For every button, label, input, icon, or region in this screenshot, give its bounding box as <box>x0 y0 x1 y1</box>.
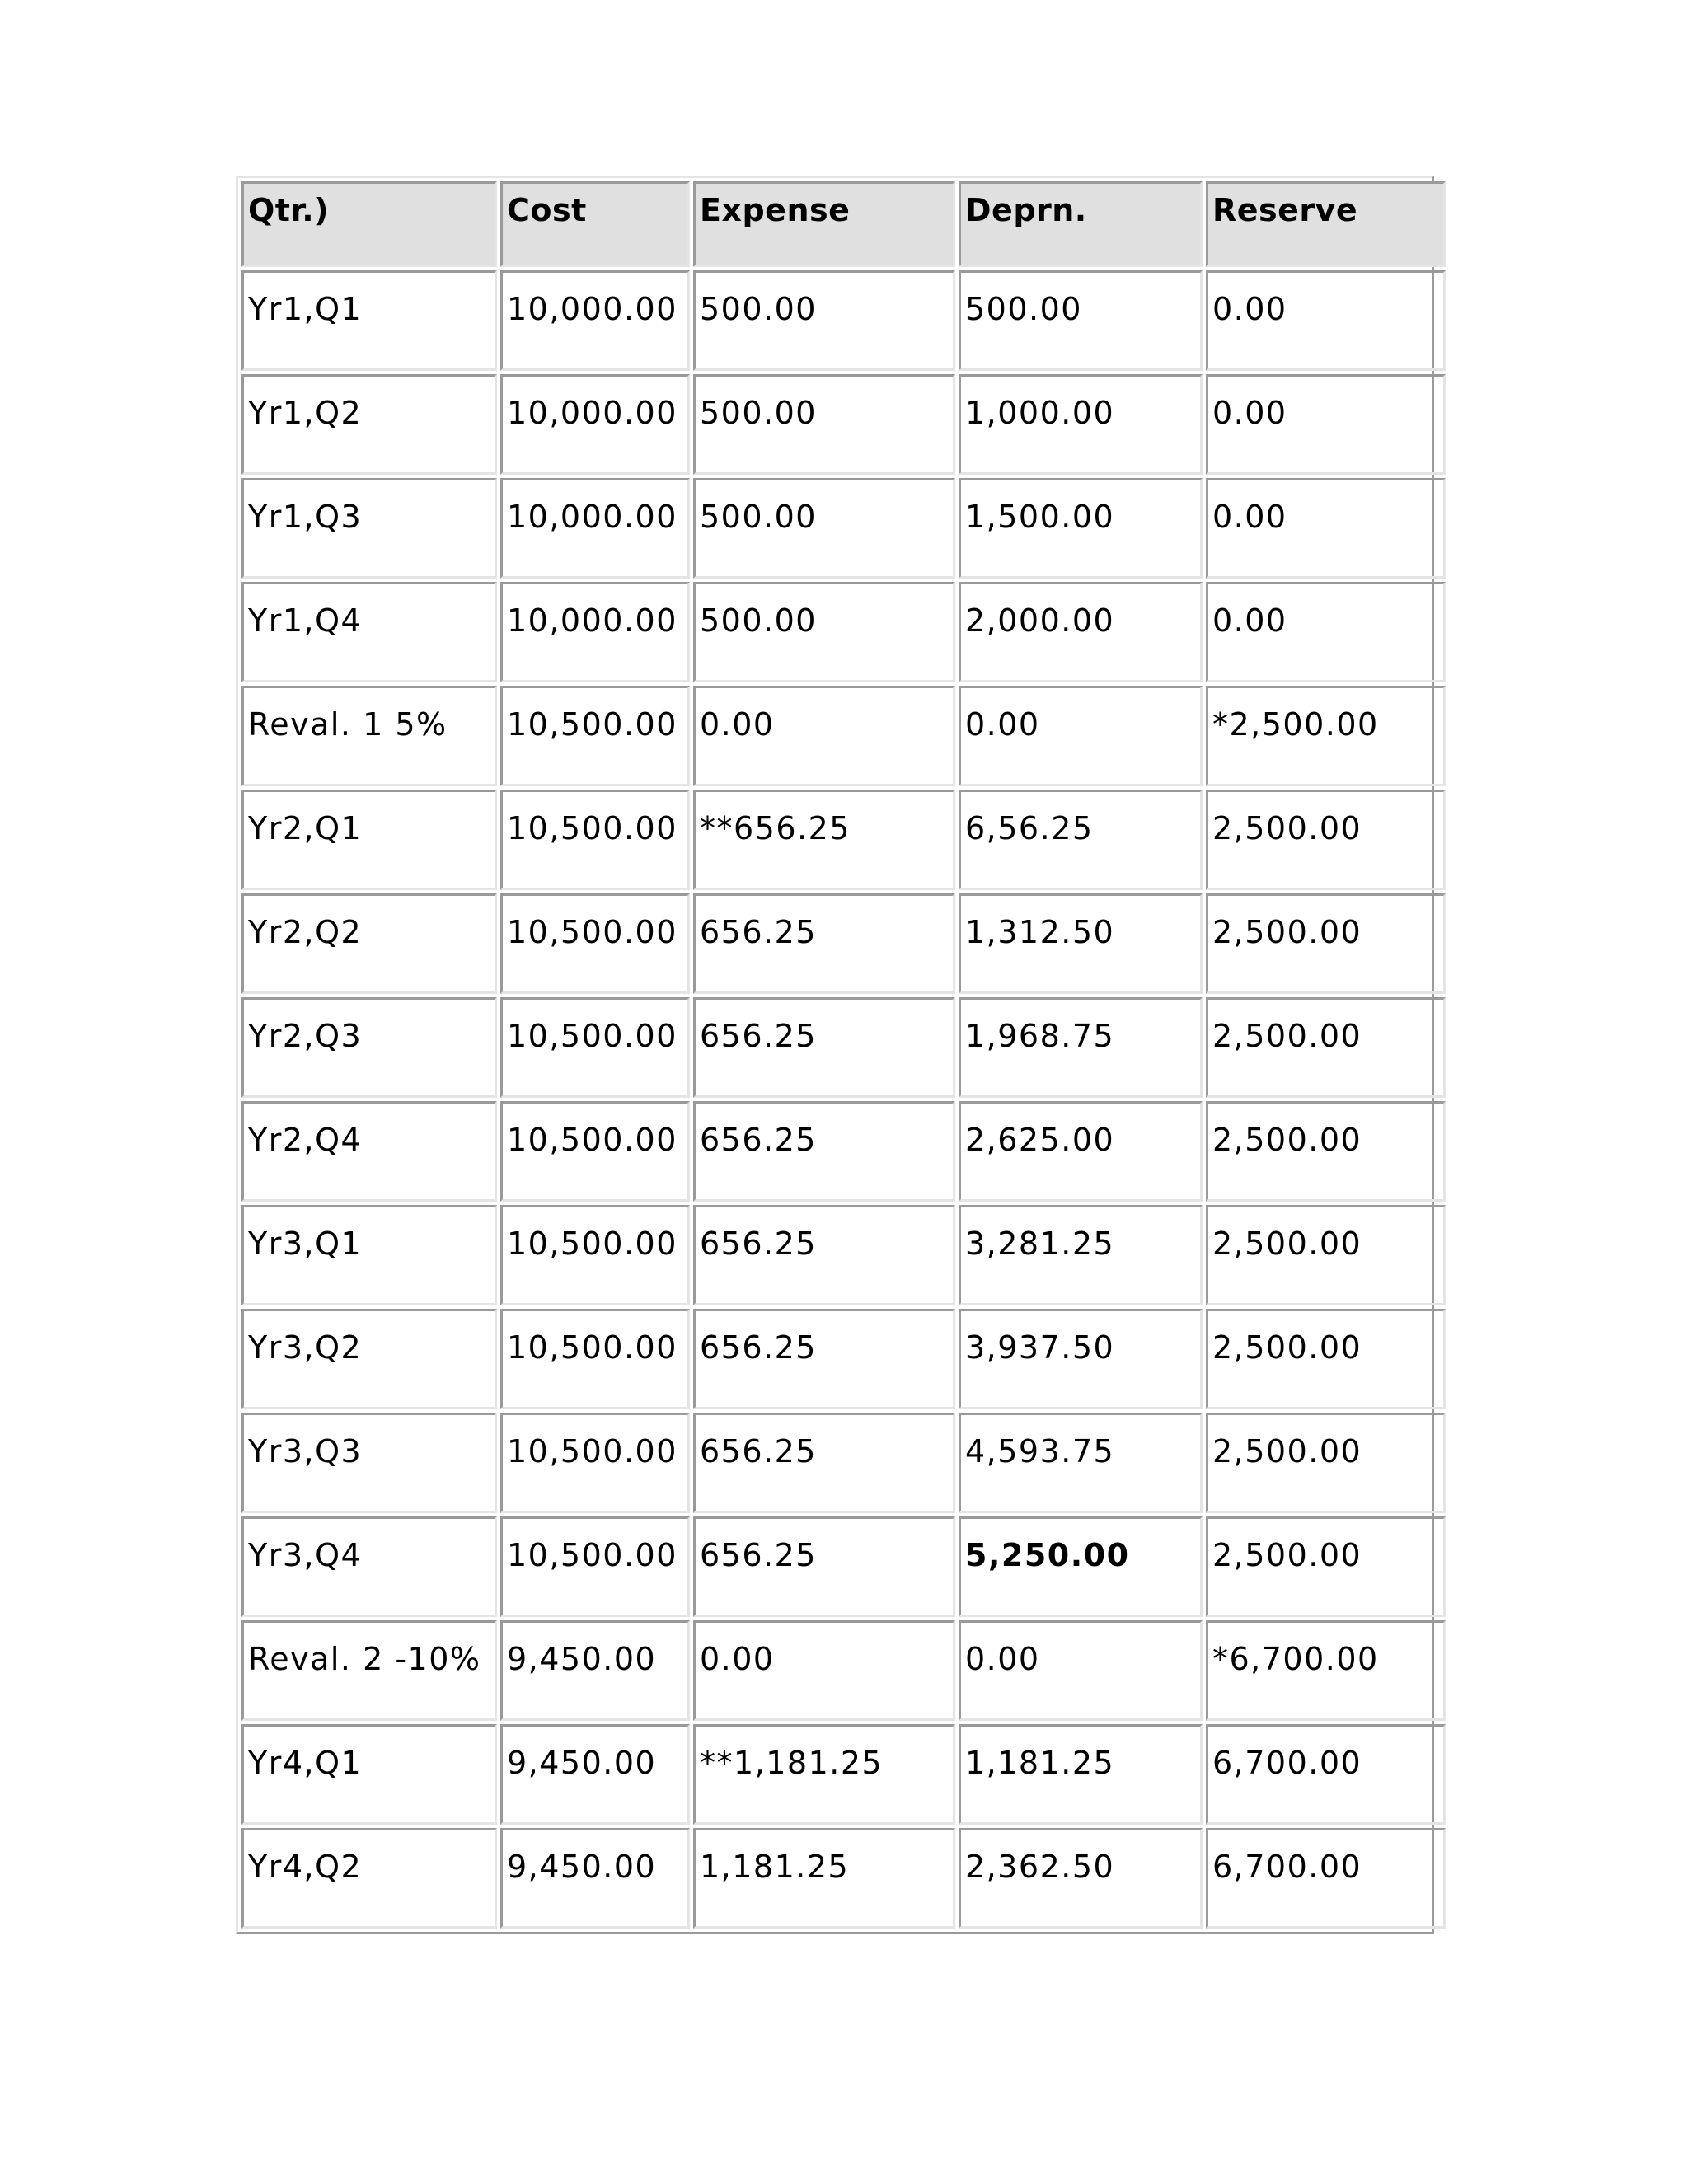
cell-cost: 10,500.00 <box>500 997 690 1098</box>
table-header-row <box>241 181 1446 267</box>
table-row <box>241 1516 1446 1617</box>
cell-cost: 10,500.00 <box>500 790 690 890</box>
depreciation-table <box>236 176 1434 1934</box>
cell-reserve: *2,500.00 <box>1206 686 1446 786</box>
table-row <box>241 478 1446 579</box>
cell-deprn: 2,362.50 <box>959 1828 1203 1929</box>
cell-deprn: 2,625.00 <box>959 1101 1203 1202</box>
cell-reserve: 0.00 <box>1206 582 1446 682</box>
cell-deprn: 0.00 <box>959 686 1203 786</box>
table-row <box>241 893 1446 994</box>
cell-deprn-total: 5,250.00 <box>959 1516 1203 1617</box>
cell-deprn: 1,500.00 <box>959 478 1203 579</box>
cell-quarter: Yr1,Q1 <box>241 270 497 371</box>
cell-cost: 10,000.00 <box>500 478 690 579</box>
cell-cost: 10,500.00 <box>500 1205 690 1305</box>
table-row <box>241 997 1446 1098</box>
table-row <box>241 790 1446 890</box>
cell-quarter: Yr3,Q4 <box>241 1516 497 1617</box>
cell-quarter: Yr4,Q2 <box>241 1828 497 1929</box>
cell-deprn: 6,56.25 <box>959 790 1203 890</box>
cell-expense: **1,181.25 <box>693 1724 955 1825</box>
cell-deprn: 3,937.50 <box>959 1309 1203 1409</box>
cell-expense: **656.25 <box>693 790 955 890</box>
cell-expense: 0.00 <box>693 686 955 786</box>
cell-expense: 1,181.25 <box>693 1828 955 1929</box>
cell-deprn: 1,968.75 <box>959 997 1203 1098</box>
table-row <box>241 1828 1446 1929</box>
cell-quarter: Reval. 2 -10% <box>241 1620 497 1721</box>
cell-deprn: 0.00 <box>959 1620 1203 1721</box>
table-row <box>241 270 1446 371</box>
cell-cost: 10,500.00 <box>500 893 690 994</box>
cell-expense: 656.25 <box>693 1516 955 1617</box>
cell-deprn: 1,181.25 <box>959 1724 1203 1825</box>
table-row <box>241 582 1446 682</box>
cell-reserve: 2,500.00 <box>1206 790 1446 890</box>
depreciation-grid <box>238 178 1449 1932</box>
cell-quarter: Yr1,Q2 <box>241 374 497 475</box>
cell-cost: 9,450.00 <box>500 1724 690 1825</box>
cell-expense: 500.00 <box>693 478 955 579</box>
cell-quarter: Yr4,Q1 <box>241 1724 497 1825</box>
cell-reserve: 2,500.00 <box>1206 1101 1446 1202</box>
table-row <box>241 1620 1446 1721</box>
header-reserve: Reserve <box>1206 181 1446 267</box>
cell-expense: 656.25 <box>693 893 955 994</box>
cell-deprn: 1,000.00 <box>959 374 1203 475</box>
cell-quarter: Yr2,Q1 <box>241 790 497 890</box>
cell-expense: 500.00 <box>693 270 955 371</box>
table-row <box>241 1413 1446 1513</box>
table-row <box>241 1724 1446 1825</box>
cell-cost: 10,500.00 <box>500 1309 690 1409</box>
cell-reserve: 2,500.00 <box>1206 997 1446 1098</box>
cell-deprn: 1,312.50 <box>959 893 1203 994</box>
cell-cost: 10,500.00 <box>500 1101 690 1202</box>
table-row <box>241 374 1446 475</box>
cell-reserve: 6,700.00 <box>1206 1828 1446 1929</box>
cell-deprn: 4,593.75 <box>959 1413 1203 1513</box>
cell-cost: 9,450.00 <box>500 1828 690 1929</box>
cell-quarter: Yr2,Q3 <box>241 997 497 1098</box>
cell-expense: 656.25 <box>693 1309 955 1409</box>
cell-reserve: 2,500.00 <box>1206 893 1446 994</box>
cell-reserve: 6,700.00 <box>1206 1724 1446 1825</box>
cell-expense: 500.00 <box>693 374 955 475</box>
cell-expense: 656.25 <box>693 997 955 1098</box>
cell-cost: 9,450.00 <box>500 1620 690 1721</box>
table-row <box>241 1205 1446 1305</box>
cell-reserve: 0.00 <box>1206 478 1446 579</box>
cell-expense: 0.00 <box>693 1620 955 1721</box>
header-quarter: Qtr.) <box>241 181 497 267</box>
cell-quarter: Yr3,Q3 <box>241 1413 497 1513</box>
cell-quarter: Yr3,Q2 <box>241 1309 497 1409</box>
cell-cost: 10,500.00 <box>500 1413 690 1513</box>
cell-expense: 656.25 <box>693 1205 955 1305</box>
cell-expense: 656.25 <box>693 1101 955 1202</box>
cell-cost: 10,000.00 <box>500 374 690 475</box>
cell-reserve: 2,500.00 <box>1206 1309 1446 1409</box>
cell-cost: 10,000.00 <box>500 582 690 682</box>
cell-expense: 500.00 <box>693 582 955 682</box>
cell-deprn: 2,000.00 <box>959 582 1203 682</box>
cell-quarter: Reval. 1 5% <box>241 686 497 786</box>
cell-cost: 10,500.00 <box>500 686 690 786</box>
cell-deprn: 3,281.25 <box>959 1205 1203 1305</box>
cell-quarter: Yr1,Q4 <box>241 582 497 682</box>
cell-expense: 656.25 <box>693 1413 955 1513</box>
cell-cost: 10,500.00 <box>500 1516 690 1617</box>
cell-reserve: 2,500.00 <box>1206 1413 1446 1513</box>
cell-quarter: Yr2,Q4 <box>241 1101 497 1202</box>
cell-cost: 10,000.00 <box>500 270 690 371</box>
cell-reserve: 2,500.00 <box>1206 1205 1446 1305</box>
cell-deprn: 500.00 <box>959 270 1203 371</box>
table-row <box>241 686 1446 786</box>
header-cost: Cost <box>500 181 690 267</box>
cell-quarter: Yr1,Q3 <box>241 478 497 579</box>
cell-reserve: 0.00 <box>1206 270 1446 371</box>
header-expense: Expense <box>693 181 955 267</box>
cell-quarter: Yr2,Q2 <box>241 893 497 994</box>
cell-quarter: Yr3,Q1 <box>241 1205 497 1305</box>
cell-reserve: 0.00 <box>1206 374 1446 475</box>
header-deprn: Deprn. <box>959 181 1203 267</box>
cell-reserve: *6,700.00 <box>1206 1620 1446 1721</box>
table-row <box>241 1309 1446 1409</box>
cell-reserve: 2,500.00 <box>1206 1516 1446 1617</box>
table-row <box>241 1101 1446 1202</box>
